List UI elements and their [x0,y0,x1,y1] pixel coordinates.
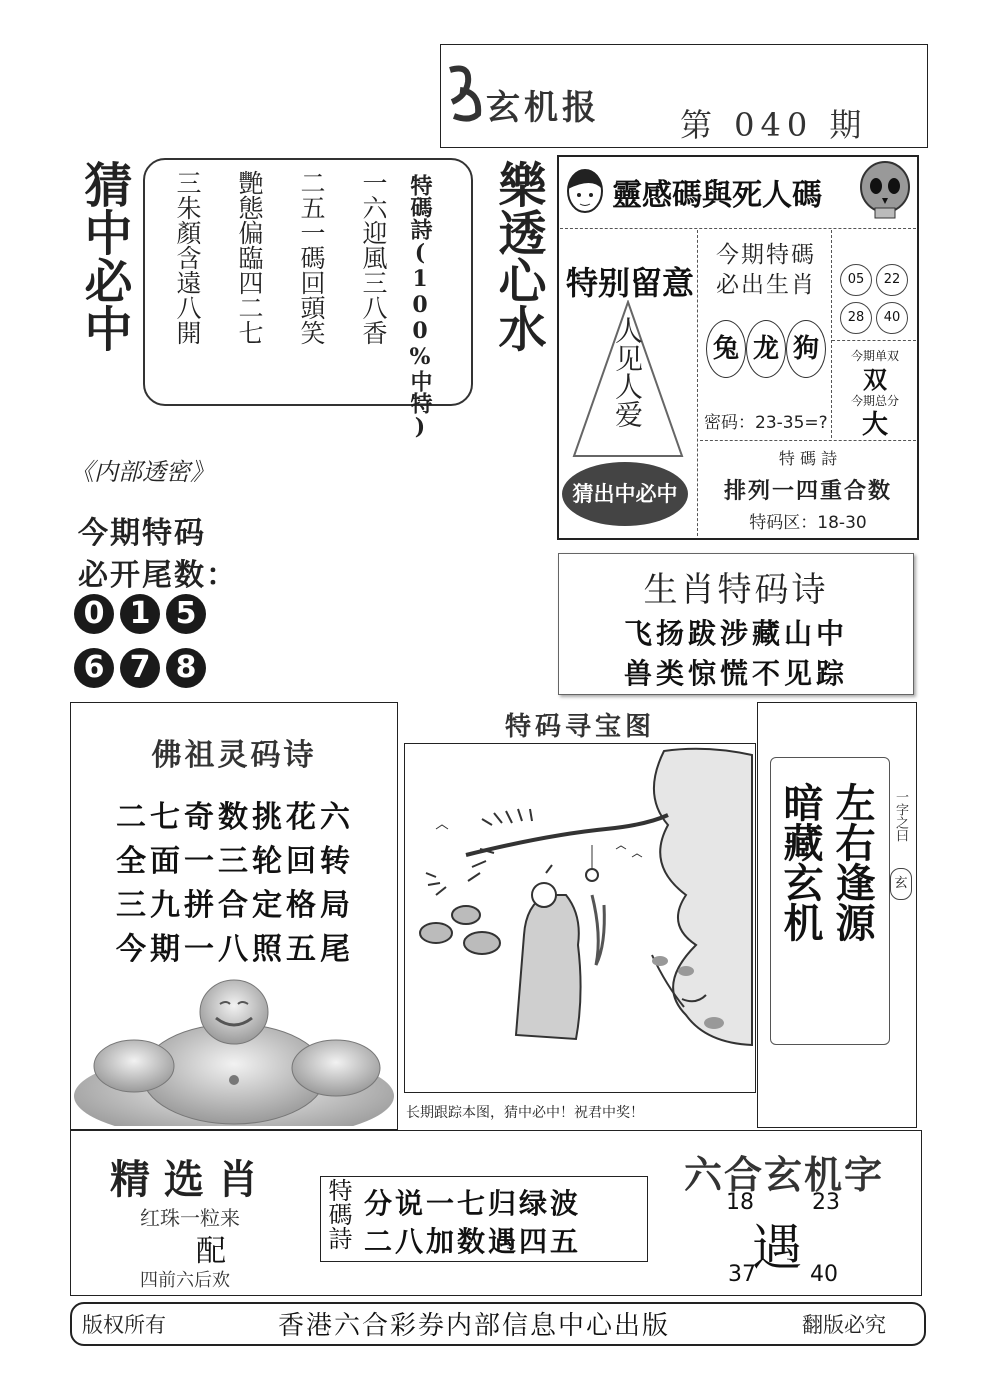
tail-number: 6 [74,648,114,688]
mystic-character: 遇 [752,1219,802,1277]
password-line: 密码：23-35=? [704,413,828,433]
treasure-map-caption: 长期跟踪本图，猜中必中！祝君中奖！ [406,1105,644,1121]
logo-mark [440,62,490,122]
tail-number: 7 [120,648,160,688]
special-zone: 特码区：18-30 [749,513,867,533]
tail-number: 5 [166,594,206,634]
panel-poem-label: 特 碼 詩 [778,449,838,468]
special-notice: 特别留意 [566,264,695,302]
inside-title: 《内部透密》 [70,458,214,486]
buddha-poem-line: 三九拼合定格局 [116,888,354,923]
slogan-right: 樂透心水 [490,160,546,352]
publisher: 香港六合彩券内部信息中心出版 [278,1311,671,1341]
divider [560,228,916,229]
panel-title: 靈感碼與死人碼 [612,178,822,213]
special-poem-title: 特碼詩(100%中特) [407,174,433,440]
mystic-number: 23 [812,1190,840,1215]
buddha-statue-image [74,976,394,1126]
treasure-map-title: 特码寻宝图 [504,712,655,742]
mystic-title: 六合玄机字 [684,1152,885,1197]
number-ball: 05 [840,264,872,296]
panel-poem-line: 排列一四重合数 [723,478,892,504]
special-poem-column: 一六迎風三八香 [359,170,388,345]
footer-poem-line: 分说一七归绿波 [364,1187,582,1220]
slogan-left: 猜中必中 [76,160,132,352]
skull-icon [858,160,912,222]
riddle-column-left: 暗藏玄机 [777,782,824,942]
number-ball: 28 [840,302,872,334]
buddha-poem-line: 二七奇数挑花六 [116,800,354,835]
special-poem-column: 三朱顏含遠八開 [173,170,202,345]
copyright-left: 版权所有 [82,1313,166,1337]
zodiac-poem-title: 生肖特码诗 [643,570,829,610]
divider [697,230,698,536]
buddha-poem-line: 全面一三轮回转 [116,844,354,879]
triangle-text: 人见人爱 [611,316,644,428]
odd-even-value: 双 [863,365,887,394]
tail-number: 0 [74,594,114,634]
issue-number: 第 040 期 [680,106,868,144]
total-value: 大 [861,410,888,440]
fine-selection-title: 精 选 肖 [110,1156,258,1203]
fine-selection-line: 红珠一粒来 [140,1206,240,1230]
riddle-side-note: 一字之曰 [893,790,908,842]
footer-poem-label: 特碼詩 [324,1178,352,1250]
paper-name: 玄机报 [486,88,600,128]
treasure-map-illustration [406,745,754,1091]
zodiac-heading: 今期特碼必出生肖 [716,242,816,298]
zodiac-poem-line: 兽类惊慌不见踪 [623,657,848,690]
number-ball: 22 [876,264,908,296]
buddha-poem-title: 佛祖灵码诗 [151,738,317,773]
inside-line1: 今期特码 [78,516,206,551]
odd-even-label: 今期单双 [850,349,899,363]
special-poem-column: 二五一碼回頭笑 [297,170,326,345]
buddha-poem-line: 今期一八照五尾 [116,932,354,967]
riddle-answer: 玄 [890,868,912,900]
riddle-column-right: 左右逢源 [829,782,876,942]
pair-character: 配 [196,1234,226,1269]
zodiac-animal: 兔 [706,320,746,378]
zodiac-animal: 狗 [786,320,826,378]
mystic-number: 37 [728,1262,756,1287]
zodiac-animal: 龙 [746,320,786,378]
divider [831,230,832,438]
tail-number: 1 [120,594,160,634]
guess-badge: 猜出中必中 [562,462,688,526]
zodiac-poem-line: 飞扬跋涉藏山中 [623,617,848,650]
mystic-number: 18 [726,1190,754,1215]
fine-selection-bottom: 四前六后欢 [140,1270,230,1291]
girl-face-icon [562,165,608,219]
total-label: 今期总分 [850,394,899,408]
tail-number: 8 [166,648,206,688]
special-poem-column: 艷態偏臨四二七 [235,170,264,345]
number-ball: 40 [876,302,908,334]
copyright-right: 翻版必究 [802,1313,886,1337]
inside-line2: 必开尾数： [78,558,238,593]
divider [832,340,916,341]
mystic-number: 40 [810,1262,838,1287]
footer-poem-line: 二八加数遇四五 [364,1225,582,1258]
